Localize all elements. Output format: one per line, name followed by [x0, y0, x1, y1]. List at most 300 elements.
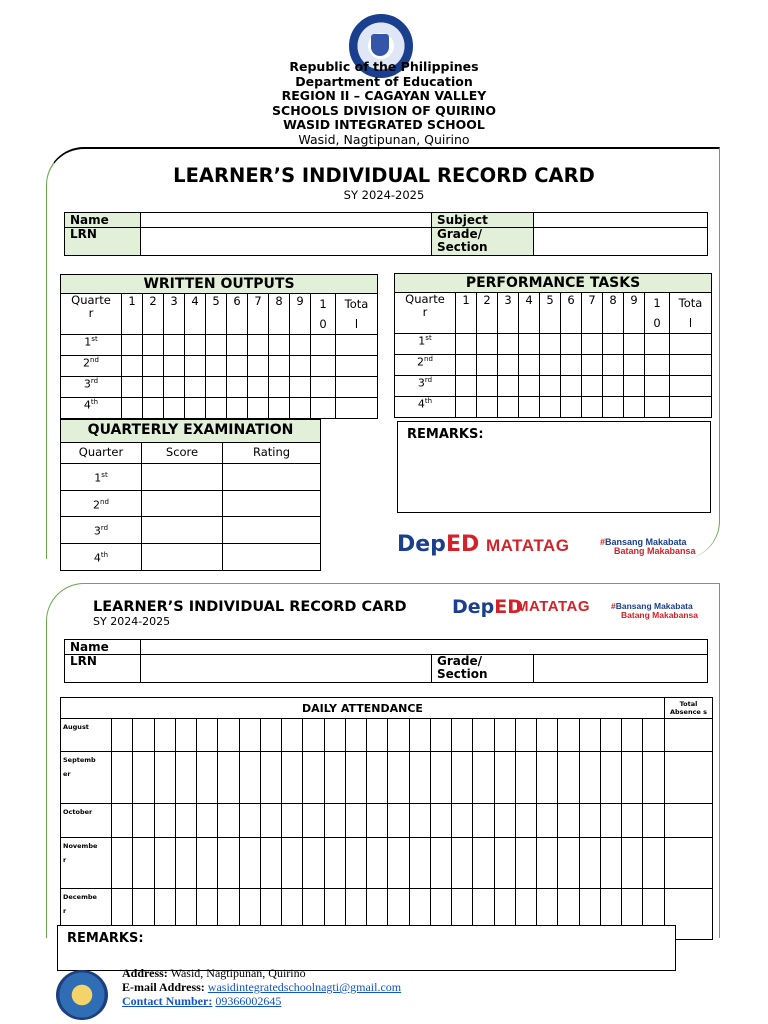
attendance-day-cell[interactable]: [367, 804, 388, 838]
attendance-day-cell[interactable]: [430, 752, 451, 804]
attendance-day-cell[interactable]: [133, 838, 154, 889]
attendance-day-cell[interactable]: [260, 719, 281, 752]
written-outputs-score-cell[interactable]: [269, 377, 290, 398]
grade-section-field[interactable]: [534, 228, 708, 256]
attendance-day-cell[interactable]: [345, 752, 366, 804]
attendance-day-cell[interactable]: [112, 804, 133, 838]
written-outputs-score-cell[interactable]: [227, 356, 248, 377]
attendance-day-cell[interactable]: [239, 752, 260, 804]
written-outputs-score-cell[interactable]: [248, 398, 269, 419]
name-field-2[interactable]: [141, 640, 708, 655]
written-outputs-score-cell[interactable]: [164, 377, 185, 398]
written-outputs-quarter-label: 4th: [61, 398, 122, 419]
attendance-day-cell[interactable]: [154, 719, 175, 752]
attendance-day-cell[interactable]: [494, 752, 515, 804]
performance-tasks-score-cell[interactable]: [477, 397, 498, 418]
performance-tasks-header: PERFORMANCE TASKS: [394, 273, 712, 293]
written-outputs-score-cell[interactable]: [336, 377, 378, 398]
attendance-day-cell[interactable]: [133, 719, 154, 752]
attendance-day-cell[interactable]: [473, 838, 494, 889]
attendance-day-cell[interactable]: [494, 804, 515, 838]
attendance-day-cell[interactable]: [579, 752, 600, 804]
performance-tasks-score-cell[interactable]: [456, 334, 477, 355]
total-absences-cell[interactable]: [664, 838, 712, 889]
written-outputs-col-header: 6: [227, 294, 248, 335]
qe-score-cell[interactable]: [142, 543, 223, 570]
attendance-day-cell[interactable]: [303, 752, 324, 804]
card2-info-table: [64, 639, 708, 683]
footer-contact: [122, 966, 401, 1008]
lrn-label-2: LRN: [65, 655, 141, 683]
written-outputs-score-cell[interactable]: [185, 356, 206, 377]
attendance-day-cell[interactable]: [133, 804, 154, 838]
qe-row: [61, 517, 321, 544]
performance-tasks-score-cell[interactable]: [540, 355, 561, 376]
written-outputs-score-cell[interactable]: [290, 335, 311, 356]
name-label-2: Name: [65, 640, 141, 655]
attendance-day-cell[interactable]: [175, 752, 196, 804]
written-outputs-score-cell[interactable]: [336, 335, 378, 356]
attendance-day-cell[interactable]: [197, 838, 218, 889]
performance-tasks-score-cell[interactable]: [624, 397, 645, 418]
written-outputs-col-header-10: 1 0: [311, 294, 336, 335]
written-outputs-score-cell[interactable]: [336, 356, 378, 377]
written-outputs-col-header: 3: [164, 294, 185, 335]
written-outputs-header: WRITTEN OUTPUTS: [60, 274, 378, 294]
attendance-day-cell[interactable]: [175, 838, 196, 889]
performance-tasks-col-header: 8: [603, 293, 624, 334]
performance-tasks-score-cell[interactable]: [645, 376, 670, 397]
performance-tasks-col-header: 4: [519, 293, 540, 334]
attendance-day-cell[interactable]: [282, 838, 303, 889]
written-outputs-score-cell[interactable]: [248, 356, 269, 377]
attendance-day-cell[interactable]: [600, 838, 621, 889]
performance-tasks-quarter-label: 1st: [395, 334, 456, 355]
qe-rating-cell[interactable]: [223, 517, 321, 544]
written-outputs-quarter-label: 3rd: [61, 377, 122, 398]
attendance-day-cell[interactable]: [643, 838, 665, 889]
performance-tasks-score-cell[interactable]: [456, 376, 477, 397]
attendance-day-cell[interactable]: [282, 719, 303, 752]
performance-tasks-score-cell[interactable]: [456, 355, 477, 376]
matatag-logo-2: MATATAG: [516, 598, 591, 615]
attendance-day-cell[interactable]: [622, 804, 643, 838]
attendance-day-cell[interactable]: [175, 719, 196, 752]
attendance-day-cell[interactable]: [324, 838, 345, 889]
card1-remarks-box[interactable]: [397, 421, 711, 513]
attendance-day-cell[interactable]: [303, 804, 324, 838]
attendance-day-cell[interactable]: [197, 719, 218, 752]
performance-tasks-score-cell[interactable]: [670, 355, 712, 376]
lrn-label: LRN: [65, 228, 141, 256]
performance-tasks-score-cell[interactable]: [498, 376, 519, 397]
month-label: Decembe r: [61, 889, 112, 940]
performance-tasks-score-cell[interactable]: [645, 397, 670, 418]
written-outputs-score-cell[interactable]: [248, 377, 269, 398]
contact-number-link[interactable]: 09366002645: [215, 994, 282, 1008]
performance-tasks-col-header: 2: [477, 293, 498, 334]
written-outputs-score-cell[interactable]: [185, 335, 206, 356]
written-outputs-score-cell[interactable]: [227, 377, 248, 398]
performance-tasks-score-cell[interactable]: [498, 397, 519, 418]
attendance-day-cell[interactable]: [643, 752, 665, 804]
performance-tasks-col-header: 7: [582, 293, 603, 334]
written-outputs-score-cell[interactable]: [206, 356, 227, 377]
letterhead: [0, 60, 768, 147]
attendance-day-cell[interactable]: [218, 804, 239, 838]
qe-row: [61, 490, 321, 517]
written-outputs-col-header: 9: [290, 294, 311, 335]
performance-tasks-score-cell[interactable]: [582, 334, 603, 355]
footer-contact-number: Contact Number: 09366002645: [122, 994, 282, 1008]
attendance-day-cell[interactable]: [515, 719, 536, 752]
attendance-day-cell[interactable]: [515, 752, 536, 804]
header-line-3: REGION II – CAGAYAN VALLEY: [281, 88, 487, 103]
attendance-day-cell[interactable]: [282, 804, 303, 838]
qe-quarter-label: 3rd: [61, 517, 142, 544]
total-absences-cell[interactable]: [664, 752, 712, 804]
matatag-logo: MATATAG: [486, 536, 570, 555]
quarterly-exam-header: QUARTERLY EXAMINATION: [60, 419, 321, 443]
attendance-day-cell[interactable]: [282, 752, 303, 804]
attendance-day-cell[interactable]: [452, 719, 473, 752]
card2-remarks-label: REMARKS:: [67, 931, 144, 946]
performance-tasks-score-cell[interactable]: [561, 376, 582, 397]
written-outputs-col-header: 1: [122, 294, 143, 335]
card1-title: LEARNER’S INDIVIDUAL RECORD CARD: [173, 164, 595, 187]
attendance-day-cell[interactable]: [494, 838, 515, 889]
grade-section-label-2: Grade/ Section: [432, 655, 534, 683]
attendance-day-cell[interactable]: [388, 752, 409, 804]
performance-tasks-row: [395, 355, 712, 376]
attendance-day-cell[interactable]: [537, 752, 558, 804]
attendance-day-cell[interactable]: [558, 804, 579, 838]
attendance-day-cell[interactable]: [600, 804, 621, 838]
qe-rating-cell[interactable]: [223, 490, 321, 517]
card1-sy: SY 2024-2025: [343, 188, 425, 202]
attendance-day-cell[interactable]: [218, 719, 239, 752]
written-outputs-score-cell[interactable]: [185, 377, 206, 398]
attendance-day-cell[interactable]: [579, 804, 600, 838]
written-outputs-score-cell[interactable]: [248, 335, 269, 356]
qe-rating-cell[interactable]: [223, 464, 321, 491]
written-outputs-score-cell[interactable]: [143, 335, 164, 356]
daily-attendance-table: [60, 697, 713, 940]
attendance-day-cell[interactable]: [537, 719, 558, 752]
written-outputs-score-cell[interactable]: [206, 377, 227, 398]
attendance-day-cell[interactable]: [515, 838, 536, 889]
attendance-day-cell[interactable]: [558, 838, 579, 889]
attendance-day-cell[interactable]: [388, 719, 409, 752]
written-outputs-score-cell[interactable]: [269, 335, 290, 356]
attendance-day-cell[interactable]: [409, 752, 430, 804]
total-absences-header: Total Absence s: [664, 698, 712, 719]
qe-row: [61, 543, 321, 570]
performance-tasks-score-cell[interactable]: [603, 376, 624, 397]
attendance-day-cell[interactable]: [558, 752, 579, 804]
performance-tasks-score-cell[interactable]: [603, 334, 624, 355]
written-outputs-score-cell[interactable]: [122, 335, 143, 356]
total-absences-cell[interactable]: [664, 804, 712, 838]
name-field[interactable]: [141, 213, 432, 228]
written-outputs-score-cell[interactable]: [164, 398, 185, 419]
performance-tasks-score-cell[interactable]: [540, 397, 561, 418]
attendance-day-cell[interactable]: [345, 719, 366, 752]
attendance-day-cell[interactable]: [367, 719, 388, 752]
qe-score-cell[interactable]: [142, 517, 223, 544]
written-outputs-score-cell[interactable]: [164, 356, 185, 377]
written-outputs-row: [61, 335, 378, 356]
qe-quarter-label: 4th: [61, 543, 142, 570]
grade-section-label: Grade/ Section: [432, 228, 534, 256]
performance-tasks-score-cell[interactable]: [540, 334, 561, 355]
written-outputs-quarter-label: 2nd: [61, 356, 122, 377]
performance-tasks-score-cell[interactable]: [519, 397, 540, 418]
attendance-day-cell[interactable]: [473, 752, 494, 804]
attendance-day-cell[interactable]: [430, 838, 451, 889]
written-outputs-score-cell[interactable]: [269, 398, 290, 419]
attendance-day-cell[interactable]: [409, 838, 430, 889]
attendance-day-cell[interactable]: [112, 719, 133, 752]
qe-score-cell[interactable]: [142, 490, 223, 517]
attendance-day-cell[interactable]: [622, 752, 643, 804]
performance-tasks-score-cell[interactable]: [582, 376, 603, 397]
attendance-day-cell[interactable]: [515, 804, 536, 838]
written-outputs-score-cell[interactable]: [206, 335, 227, 356]
written-outputs-table: [60, 293, 378, 419]
written-outputs-score-cell[interactable]: [336, 398, 378, 419]
performance-tasks-score-cell[interactable]: [624, 376, 645, 397]
attendance-day-cell[interactable]: [197, 752, 218, 804]
attendance-day-cell[interactable]: [452, 752, 473, 804]
performance-tasks-score-cell[interactable]: [519, 355, 540, 376]
attendance-day-cell[interactable]: [494, 719, 515, 752]
performance-tasks-score-cell[interactable]: [561, 355, 582, 376]
performance-tasks-score-cell[interactable]: [603, 355, 624, 376]
written-outputs-score-cell[interactable]: [311, 377, 336, 398]
performance-tasks-score-cell[interactable]: [498, 334, 519, 355]
header-line-1: Republic of the Philippines: [289, 59, 479, 74]
performance-tasks-score-cell[interactable]: [624, 334, 645, 355]
written-outputs-row: [61, 377, 378, 398]
written-outputs-quarter-label: 1st: [61, 335, 122, 356]
written-outputs-score-cell[interactable]: [143, 377, 164, 398]
attendance-day-cell[interactable]: [324, 752, 345, 804]
performance-tasks-score-cell[interactable]: [519, 376, 540, 397]
performance-tasks-col-header: 6: [561, 293, 582, 334]
attendance-day-cell[interactable]: [303, 838, 324, 889]
written-outputs-score-cell[interactable]: [290, 398, 311, 419]
quarterly-exam-table: [60, 442, 321, 571]
written-outputs-score-cell[interactable]: [311, 335, 336, 356]
performance-tasks-score-cell[interactable]: [561, 397, 582, 418]
attendance-day-cell[interactable]: [473, 804, 494, 838]
attendance-day-cell[interactable]: [303, 719, 324, 752]
written-outputs-col-header: 5: [206, 294, 227, 335]
header-line-2: Department of Education: [295, 73, 473, 89]
attendance-day-cell[interactable]: [537, 838, 558, 889]
performance-tasks-score-cell[interactable]: [645, 334, 670, 355]
written-outputs-score-cell[interactable]: [227, 398, 248, 419]
performance-tasks-score-cell[interactable]: [456, 397, 477, 418]
attendance-day-cell[interactable]: [409, 804, 430, 838]
attendance-day-cell[interactable]: [324, 804, 345, 838]
total-absences-cell[interactable]: [664, 719, 712, 752]
card2-sy: SY 2024-2025: [93, 615, 171, 628]
written-outputs-col-header: 8: [269, 294, 290, 335]
attendance-day-cell[interactable]: [112, 752, 133, 804]
performance-tasks-score-cell[interactable]: [582, 397, 603, 418]
attendance-day-cell[interactable]: [643, 719, 665, 752]
attendance-day-cell[interactable]: [558, 719, 579, 752]
written-outputs-col-header: 7: [248, 294, 269, 335]
performance-tasks-quarter-label: 3rd: [395, 376, 456, 397]
written-outputs-score-cell[interactable]: [227, 335, 248, 356]
written-outputs-col-header: 4: [185, 294, 206, 335]
attendance-row: [61, 752, 713, 804]
qe-row: [61, 464, 321, 491]
attendance-day-cell[interactable]: [537, 804, 558, 838]
performance-tasks-score-cell[interactable]: [645, 355, 670, 376]
written-outputs-score-cell[interactable]: [143, 398, 164, 419]
performance-tasks-quarter-label: 2nd: [395, 355, 456, 376]
performance-tasks-row: [395, 397, 712, 418]
daily-attendance-header: DAILY ATTENDANCE: [61, 698, 665, 719]
qe-quarter-label: 2nd: [61, 490, 142, 517]
written-outputs-quarter-header: Quarte r: [61, 294, 122, 335]
attendance-day-cell[interactable]: [409, 719, 430, 752]
written-outputs-score-cell[interactable]: [122, 356, 143, 377]
qe-rating-cell[interactable]: [223, 543, 321, 570]
header-line-5: WASID INTEGRATED SCHOOL: [283, 117, 485, 132]
qe-score-cell[interactable]: [142, 464, 223, 491]
attendance-day-cell[interactable]: [579, 838, 600, 889]
qe-quarter-header: Quarter: [61, 443, 142, 464]
lrn-field-2[interactable]: [141, 655, 432, 683]
performance-tasks-col-header: 3: [498, 293, 519, 334]
written-outputs-score-cell[interactable]: [122, 398, 143, 419]
email-link[interactable]: wasidintegratedschoolnagti@gmail.com: [207, 980, 402, 994]
attendance-day-cell[interactable]: [154, 752, 175, 804]
attendance-day-cell[interactable]: [112, 838, 133, 889]
attendance-day-cell[interactable]: [622, 719, 643, 752]
performance-tasks-col-header: 9: [624, 293, 645, 334]
attendance-day-cell[interactable]: [154, 838, 175, 889]
deped-logo-2: DepED: [452, 596, 524, 618]
attendance-day-cell[interactable]: [345, 804, 366, 838]
grade-section-field-2[interactable]: [534, 655, 708, 683]
written-outputs-score-cell[interactable]: [311, 356, 336, 377]
performance-tasks-row: [395, 376, 712, 397]
footer-address: Address: Wasid, Nagtipunan, Quirino: [122, 966, 306, 980]
attendance-row: [61, 838, 713, 889]
attendance-day-cell[interactable]: [430, 719, 451, 752]
attendance-day-cell[interactable]: [197, 804, 218, 838]
attendance-day-cell[interactable]: [388, 804, 409, 838]
attendance-day-cell[interactable]: [260, 838, 281, 889]
performance-tasks-score-cell[interactable]: [670, 376, 712, 397]
attendance-day-cell[interactable]: [239, 804, 260, 838]
attendance-day-cell[interactable]: [154, 804, 175, 838]
month-label: Septemb er: [61, 752, 112, 804]
performance-tasks-score-cell[interactable]: [519, 334, 540, 355]
written-outputs-score-cell[interactable]: [290, 377, 311, 398]
attendance-day-cell[interactable]: [622, 838, 643, 889]
card2-remarks-box[interactable]: [57, 925, 676, 971]
written-outputs-total-header: Tota l: [336, 294, 378, 335]
lrn-field[interactable]: [141, 228, 432, 256]
attendance-day-cell[interactable]: [218, 752, 239, 804]
attendance-day-cell[interactable]: [388, 838, 409, 889]
written-outputs-score-cell[interactable]: [311, 398, 336, 419]
attendance-day-cell[interactable]: [452, 838, 473, 889]
written-outputs-row: [61, 356, 378, 377]
performance-tasks-score-cell[interactable]: [603, 397, 624, 418]
performance-tasks-score-cell[interactable]: [670, 334, 712, 355]
attendance-day-cell[interactable]: [367, 838, 388, 889]
attendance-day-cell[interactable]: [239, 838, 260, 889]
performance-tasks-score-cell[interactable]: [477, 334, 498, 355]
attendance-day-cell[interactable]: [600, 719, 621, 752]
performance-tasks-score-cell[interactable]: [582, 355, 603, 376]
attendance-day-cell[interactable]: [239, 719, 260, 752]
attendance-day-cell[interactable]: [643, 804, 665, 838]
attendance-day-cell[interactable]: [175, 804, 196, 838]
performance-tasks-col-header: 5: [540, 293, 561, 334]
performance-tasks-quarter-label: 4th: [395, 397, 456, 418]
written-outputs-score-cell[interactable]: [122, 377, 143, 398]
footer-email: E-mail Address: wasidintegratedschoolnagti@gmail.com: [122, 980, 402, 994]
attendance-day-cell[interactable]: [260, 752, 281, 804]
subject-field[interactable]: [534, 213, 708, 228]
attendance-day-cell[interactable]: [260, 804, 281, 838]
written-outputs-score-cell[interactable]: [290, 356, 311, 377]
written-outputs-score-cell[interactable]: [185, 398, 206, 419]
school-logo-icon: [56, 970, 108, 1020]
written-outputs-score-cell[interactable]: [164, 335, 185, 356]
attendance-day-cell[interactable]: [452, 804, 473, 838]
performance-tasks-score-cell[interactable]: [540, 376, 561, 397]
name-label: Name: [65, 213, 141, 228]
performance-tasks-score-cell[interactable]: [624, 355, 645, 376]
header-line-4: SCHOOLS DIVISION OF QUIRINO: [272, 102, 496, 118]
qe-quarter-label: 1st: [61, 464, 142, 491]
performance-tasks-score-cell[interactable]: [477, 355, 498, 376]
attendance-day-cell[interactable]: [600, 752, 621, 804]
written-outputs-score-cell[interactable]: [206, 398, 227, 419]
month-label: August: [61, 719, 112, 752]
attendance-day-cell[interactable]: [324, 719, 345, 752]
performance-tasks-score-cell[interactable]: [670, 397, 712, 418]
attendance-day-cell[interactable]: [218, 838, 239, 889]
attendance-day-cell[interactable]: [133, 752, 154, 804]
written-outputs-col-header: 2: [143, 294, 164, 335]
attendance-day-cell[interactable]: [579, 719, 600, 752]
performance-tasks-total-header: Tota l: [670, 293, 712, 334]
attendance-row: [61, 804, 713, 838]
performance-tasks-score-cell[interactable]: [561, 334, 582, 355]
attendance-day-cell[interactable]: [473, 719, 494, 752]
performance-tasks-score-cell[interactable]: [498, 355, 519, 376]
attendance-day-cell[interactable]: [367, 752, 388, 804]
month-label: October: [61, 804, 112, 838]
written-outputs-score-cell[interactable]: [269, 356, 290, 377]
written-outputs-score-cell[interactable]: [143, 356, 164, 377]
performance-tasks-score-cell[interactable]: [477, 376, 498, 397]
qe-score-header: Score: [142, 443, 223, 464]
attendance-day-cell[interactable]: [345, 838, 366, 889]
attendance-day-cell[interactable]: [430, 804, 451, 838]
